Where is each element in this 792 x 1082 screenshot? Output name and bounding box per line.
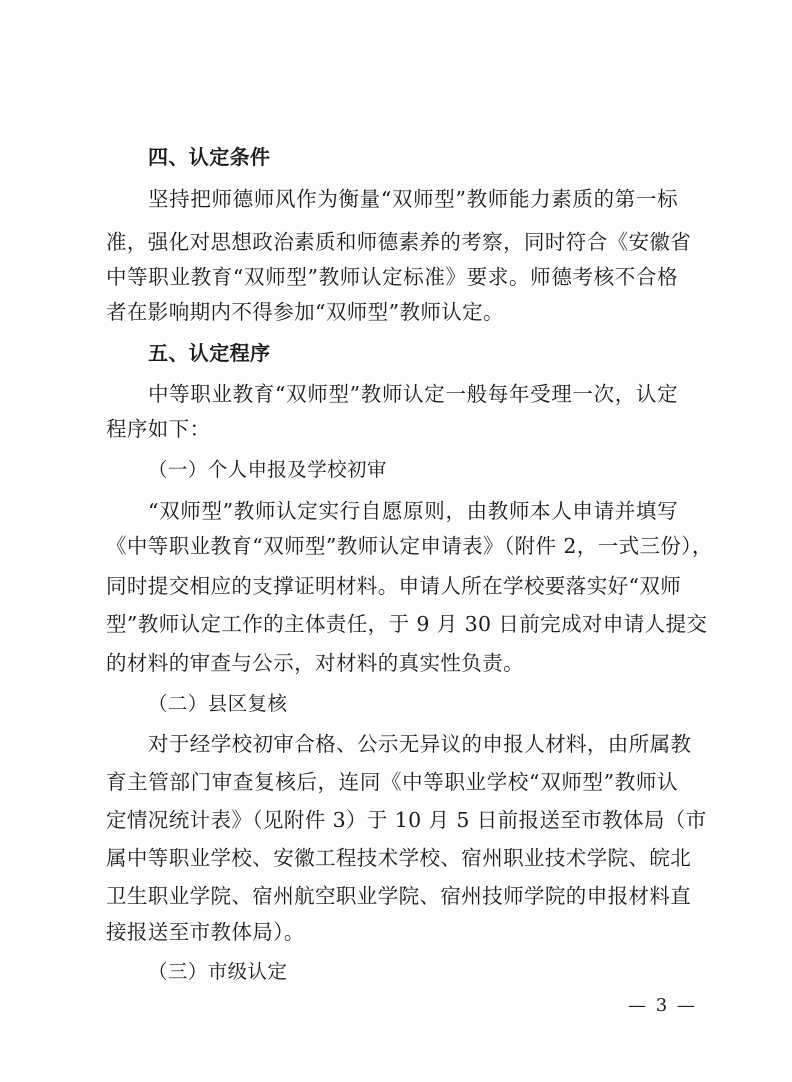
step-3-heading: （三）市级认定 [148, 960, 288, 983]
step-2-line-2: 育主管部门审查复核后，连同《中等职业学校“双师型”教师认 [106, 770, 678, 794]
section-5-intro-line-1: 中等职业教育“双师型”教师认定一般每年受理一次，认定 [148, 382, 678, 406]
section-4-line-3: 中等职业教育“双师型”教师认定标准》要求。师德考核不合格 [106, 265, 678, 289]
section-5-intro-line-2: 程序如下： [106, 417, 211, 441]
section-4-heading: 四、认定条件 [148, 145, 271, 169]
section-5-heading: 五、认定程序 [148, 341, 271, 365]
step-1-line-4: 型”教师认定工作的主体责任，于 9 月 30 日前完成对申请人提交 [106, 612, 708, 636]
step-1-line-3: 同时提交相应的支撑证明材料。申请人所在学校要落实好“双师 [106, 574, 682, 598]
step-1-heading: （一）个人申报及学校初审 [148, 458, 387, 481]
section-4-line-2: 准，强化对思想政治素质和师德素养的考察，同时符合《安徽省 [106, 230, 692, 254]
step-2-line-5: 卫生职业学院、宿州航空职业学院、宿州技师学院的申报材料直 [106, 884, 692, 908]
step-2-line-4: 属中等职业学校、安徽工程技术学校、宿州职业技术学院、皖北 [106, 846, 692, 870]
section-4-line-1: 坚持把师德师风作为衡量“双师型”教师能力素质的第一标 [148, 187, 678, 211]
step-2-heading: （二）县区复核 [148, 692, 288, 715]
step-2-line-1: 对于经学校初审合格、公示无异议的申报人材料，由所属教 [148, 732, 692, 756]
step-1-line-5: 的材料的审查与公示，对材料的真实性负责。 [106, 651, 524, 675]
step-2-line-3: 定情况统计表》（见附件 3）于 10 月 5 日前报送至市教体局（市 [106, 808, 707, 832]
step-1-line-2: 《中等职业教育“双师型”教师认定申请表》（附件 2，一式三份）， [106, 534, 713, 558]
step-1-line-1: “双师型”教师认定实行自愿原则，由教师本人申请并填写 [148, 499, 678, 523]
section-4-line-4: 者在影响期内不得参加“双师型”教师认定。 [106, 300, 504, 324]
step-2-line-6: 接报送至市教体局）。 [106, 920, 305, 944]
page-number: — 3 — [628, 995, 697, 1016]
